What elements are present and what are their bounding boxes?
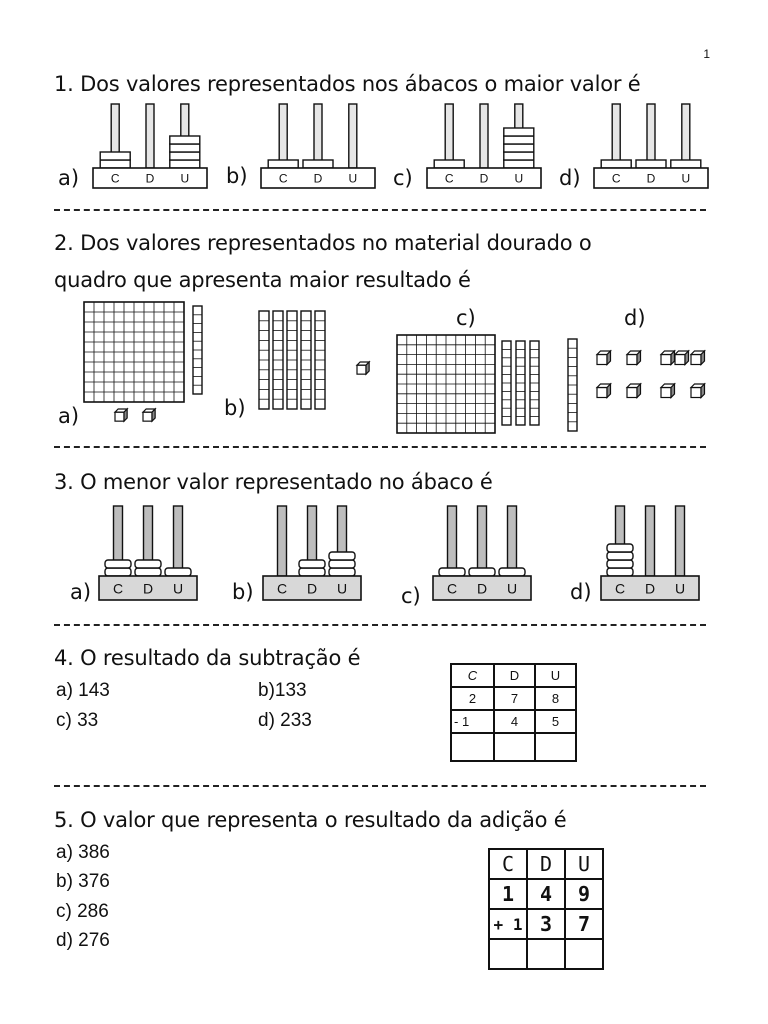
q4-answer-b[interactable]: b)133: [258, 680, 307, 701]
q5-answer-b[interactable]: b) 376: [56, 871, 110, 892]
abacus-rod: [676, 506, 685, 576]
abacus-bead: [329, 560, 355, 568]
q4-header-c: C: [451, 664, 494, 687]
abacus-column-letter: C: [276, 580, 288, 597]
abacus-column-letter: U: [674, 580, 686, 597]
abacus-column-letter: C: [446, 580, 458, 597]
q4-cell: 7: [494, 687, 535, 710]
abacus-rod: [174, 506, 183, 576]
question-2-text-line2: quadro que apresenta maior resultado é: [54, 268, 471, 292]
table-row: [451, 664, 576, 687]
unit-cube: [627, 388, 637, 398]
abacus-rod: [478, 506, 487, 576]
abacus-column-letter: U: [348, 171, 358, 186]
abacus-bead: [439, 568, 465, 576]
q4-header-d: D: [494, 664, 535, 687]
question-3-text: 3. O menor valor representado no ábaco é: [54, 470, 493, 494]
q4-answer-a[interactable]: a) 143: [56, 680, 110, 701]
q4-subtraction-table: [450, 663, 577, 762]
q4-result-cell[interactable]: [535, 733, 576, 761]
abacus-bead: [469, 568, 495, 576]
abacus-bead: [607, 568, 633, 576]
abacus-column-letter: U: [336, 580, 348, 597]
unit-cube: [597, 388, 607, 398]
abacus-bead: [105, 568, 131, 576]
abacus-bead: [105, 560, 131, 568]
q1-option-c-label[interactable]: c): [393, 166, 413, 190]
abacus-column-letter: D: [145, 171, 155, 186]
q1-option-d-label[interactable]: d): [559, 166, 581, 190]
q4-answer-d[interactable]: d) 233: [258, 710, 312, 731]
q5-result-cell[interactable]: [527, 939, 565, 969]
abacus-column-letter: U: [514, 171, 524, 186]
q5-result-cell[interactable]: [489, 939, 527, 969]
q5-cell: 3: [527, 909, 565, 939]
abacus-bead: [165, 568, 191, 576]
abacus-bead: [499, 568, 525, 576]
page-number: 1: [703, 47, 710, 61]
q5-cell: 1: [489, 879, 527, 909]
abacus-column-letter: U: [172, 580, 184, 597]
table-row: [489, 909, 603, 939]
abacus-column-letter: C: [611, 171, 621, 186]
abacus-bead: [299, 568, 325, 576]
q4-cell: 8: [535, 687, 576, 710]
unit-cube: [357, 365, 366, 374]
abacus-rod: [646, 506, 655, 576]
abacus-column-letter: C: [112, 580, 124, 597]
question-4-text: 4. O resultado da subtração é: [54, 646, 361, 670]
separator-4: [54, 785, 706, 787]
q4-result-cell[interactable]: [494, 733, 535, 761]
separator-2: [54, 446, 706, 448]
q2-option-a-label[interactable]: a): [58, 404, 80, 428]
table-row: [451, 710, 576, 733]
question-1-text: 1. Dos valores representados nos ábacos o maior valor é: [54, 72, 641, 96]
q3-abacus-b: [262, 500, 362, 602]
q3-option-d-label[interactable]: d): [570, 580, 592, 604]
abacus-column-letter: C: [444, 171, 454, 186]
q4-cell: 2: [451, 687, 494, 710]
q5-cell: 4: [527, 879, 565, 909]
abacus-rod: [508, 506, 517, 576]
unit-cube: [627, 355, 637, 365]
abacus-bead: [607, 552, 633, 560]
unit-cube: [597, 355, 607, 365]
table-row: [489, 879, 603, 909]
abacus-column-letter: D: [142, 580, 154, 597]
q2-option-d-label[interactable]: d): [624, 306, 646, 330]
separator-3: [54, 624, 706, 626]
abacus-bead: [135, 568, 161, 576]
abacus-column-letter: C: [110, 171, 120, 186]
q5-cell: 9: [565, 879, 603, 909]
q3-abacus-c: [432, 500, 532, 602]
unit-cube: [691, 355, 701, 365]
q5-cell: + 1: [489, 909, 527, 939]
q4-answer-c[interactable]: c) 33: [56, 710, 99, 731]
abacus-column-letter: U: [506, 580, 518, 597]
unit-cube: [661, 388, 671, 398]
q3-abacus-a: [98, 500, 198, 602]
q1-option-a-label[interactable]: a): [58, 166, 80, 190]
q4-cell: - 1: [451, 710, 494, 733]
abacus-column-letter: C: [278, 171, 288, 186]
q3-option-c-label[interactable]: c): [401, 584, 421, 608]
unit-cube: [143, 412, 152, 421]
abacus-bead: [329, 568, 355, 576]
question-2-text-line1: 2. Dos valores representados no material dourado o: [54, 231, 592, 255]
q5-answer-d[interactable]: d) 276: [56, 930, 110, 951]
q4-result-cell[interactable]: [451, 733, 494, 761]
q5-header-c: C: [489, 849, 527, 879]
q2-option-b-label[interactable]: b): [224, 396, 246, 420]
q1-option-b-label[interactable]: b): [226, 164, 248, 188]
table-row: [451, 687, 576, 710]
abacus-bead: [299, 560, 325, 568]
abacus-column-letter: D: [476, 580, 488, 597]
abacus-column-letter: D: [306, 580, 318, 597]
abacus-column-letter: D: [479, 171, 489, 186]
q5-header-d: D: [527, 849, 565, 879]
q3-option-a-label[interactable]: a): [70, 580, 92, 604]
abacus-rod: [448, 506, 457, 576]
abacus-rod: [278, 506, 287, 576]
table-row: [489, 939, 603, 969]
table-row: [489, 849, 603, 879]
q4-cell: 4: [494, 710, 535, 733]
q5-header-u: U: [565, 849, 603, 879]
unit-cube: [661, 355, 671, 365]
table-row: [451, 733, 576, 761]
abacus-bead: [135, 560, 161, 568]
question-5-text: 5. O valor que representa o resultado da adição é: [54, 808, 567, 832]
q2-option-c-label[interactable]: c): [456, 306, 476, 330]
q5-addition-table: [488, 848, 604, 970]
abacus-bead: [329, 552, 355, 560]
abacus-column-letter: U: [180, 171, 190, 186]
q3-abacus-d: [600, 500, 700, 602]
abacus-column-letter: D: [313, 171, 323, 186]
abacus-bead: [607, 560, 633, 568]
q5-answer-c[interactable]: c) 286: [56, 901, 109, 922]
q3-option-b-label[interactable]: b): [232, 580, 254, 604]
unit-cube: [675, 355, 685, 365]
q5-cell: 7: [565, 909, 603, 939]
q5-result-cell[interactable]: [565, 939, 603, 969]
unit-cube: [115, 412, 124, 421]
abacus-column-letter: U: [681, 171, 691, 186]
abacus-column-letter: D: [644, 580, 656, 597]
abacus-column-letter: D: [646, 171, 656, 186]
q2-golden-material-blocks: [0, 0, 768, 450]
q4-header-u: U: [535, 664, 576, 687]
abacus-bead: [607, 544, 633, 552]
unit-cube: [691, 388, 701, 398]
q4-cell: 5: [535, 710, 576, 733]
q5-answer-a[interactable]: a) 386: [56, 842, 110, 863]
abacus-column-letter: C: [614, 580, 626, 597]
